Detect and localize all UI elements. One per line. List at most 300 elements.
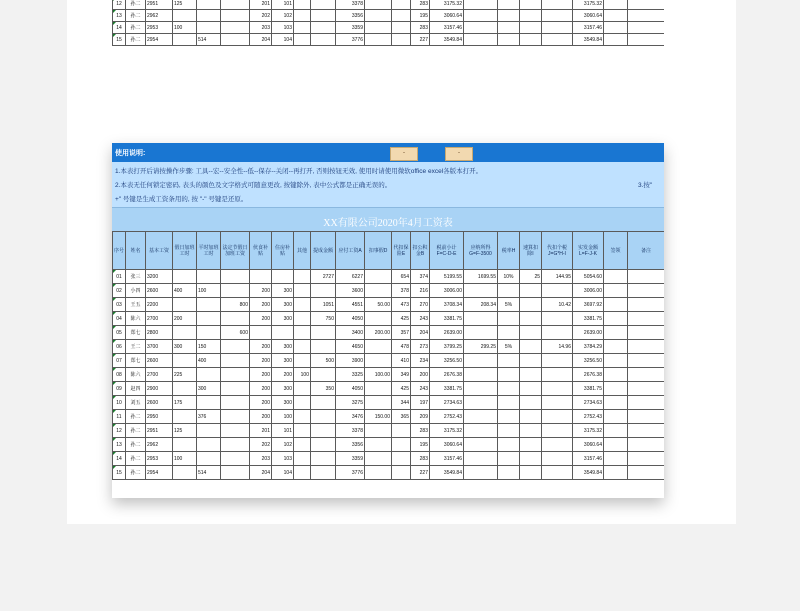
table-cell[interactable]: 03 xyxy=(113,298,126,312)
table-cell[interactable]: 200 xyxy=(250,396,272,410)
table-cell[interactable]: 3175.32 xyxy=(573,0,604,10)
table-cell[interactable]: 3157.46 xyxy=(430,22,464,34)
table-cell[interactable]: 5199.55 xyxy=(430,270,464,284)
table-cell[interactable]: 4050 xyxy=(336,382,365,396)
table-cell[interactable] xyxy=(520,466,542,480)
table-cell[interactable] xyxy=(542,452,573,466)
column-header[interactable]: 税率H xyxy=(498,232,520,270)
table-cell[interactable] xyxy=(464,438,498,452)
table-cell[interactable] xyxy=(604,10,628,22)
table-cell[interactable] xyxy=(628,466,665,480)
table-cell[interactable]: 3476 xyxy=(336,410,365,424)
table-cell[interactable]: 3378 xyxy=(336,424,365,438)
table-cell[interactable]: 孙二 xyxy=(126,424,146,438)
table-cell[interactable] xyxy=(498,326,520,340)
table-cell[interactable] xyxy=(604,326,628,340)
table-cell[interactable]: 2700 xyxy=(146,312,173,326)
table-cell[interactable] xyxy=(520,354,542,368)
table-cell[interactable] xyxy=(604,368,628,382)
table-cell[interactable] xyxy=(173,466,197,480)
table-cell[interactable]: 3275 xyxy=(336,396,365,410)
table-cell[interactable]: 15 xyxy=(113,34,126,46)
table-cell[interactable]: 349 xyxy=(392,368,411,382)
table-cell[interactable]: 2600 xyxy=(146,354,173,368)
table-cell[interactable] xyxy=(464,410,498,424)
table-cell[interactable] xyxy=(221,438,250,452)
table-cell[interactable] xyxy=(173,10,197,22)
column-header[interactable]: 代扣保险E xyxy=(392,232,411,270)
table-cell[interactable]: 3381.75 xyxy=(573,382,604,396)
table-cell[interactable]: 3175.32 xyxy=(430,0,464,10)
table-cell[interactable] xyxy=(294,270,311,284)
table-cell[interactable] xyxy=(542,410,573,424)
table-cell[interactable] xyxy=(365,34,392,46)
column-header[interactable]: 税前小计F=C-D-E xyxy=(430,232,464,270)
table-cell[interactable]: 郑七 xyxy=(126,326,146,340)
table-cell[interactable] xyxy=(464,354,498,368)
table-cell[interactable] xyxy=(628,0,665,10)
table-cell[interactable]: 195 xyxy=(411,10,430,22)
table-cell[interactable] xyxy=(604,438,628,452)
table-cell[interactable] xyxy=(604,410,628,424)
table-cell[interactable]: 6227 xyxy=(336,270,365,284)
table-cell[interactable]: 200 xyxy=(250,298,272,312)
table-cell[interactable]: 3356 xyxy=(336,10,365,22)
table-cell[interactable] xyxy=(498,396,520,410)
table-cell[interactable] xyxy=(311,34,336,46)
table-cell[interactable]: 200 xyxy=(250,382,272,396)
table-cell[interactable]: 243 xyxy=(411,312,430,326)
table-cell[interactable] xyxy=(392,466,411,480)
table-cell[interactable] xyxy=(392,438,411,452)
table-cell[interactable]: 243 xyxy=(411,382,430,396)
table-cell[interactable]: 3175.32 xyxy=(573,424,604,438)
table-cell[interactable]: 350 xyxy=(311,382,336,396)
table-cell[interactable] xyxy=(197,270,221,284)
table-cell[interactable] xyxy=(272,326,294,340)
table-cell[interactable] xyxy=(311,340,336,354)
column-header[interactable]: 提成金额 xyxy=(311,232,336,270)
table-cell[interactable]: 200 xyxy=(411,368,430,382)
table-cell[interactable] xyxy=(542,312,573,326)
table-cell[interactable]: 234 xyxy=(411,354,430,368)
table-cell[interactable] xyxy=(294,298,311,312)
table-cell[interactable]: 2727 xyxy=(311,270,336,284)
table-cell[interactable]: 孙二 xyxy=(126,410,146,424)
table-cell[interactable] xyxy=(311,0,336,10)
table-cell[interactable]: 3784.29 xyxy=(573,340,604,354)
table-cell[interactable] xyxy=(604,284,628,298)
table-cell[interactable] xyxy=(464,396,498,410)
table-cell[interactable]: 4551 xyxy=(336,298,365,312)
table-cell[interactable]: 刘五 xyxy=(126,396,146,410)
table-cell[interactable]: 2700 xyxy=(146,368,173,382)
table-cell[interactable]: 3381.75 xyxy=(430,382,464,396)
table-cell[interactable]: 3359 xyxy=(336,452,365,466)
table-cell[interactable] xyxy=(294,452,311,466)
table-cell[interactable] xyxy=(498,424,520,438)
table-cell[interactable] xyxy=(498,452,520,466)
table-cell[interactable] xyxy=(604,340,628,354)
table-cell[interactable] xyxy=(221,368,250,382)
table-cell[interactable] xyxy=(464,10,498,22)
table-cell[interactable]: 2676.38 xyxy=(573,368,604,382)
table-cell[interactable]: 3776 xyxy=(336,466,365,480)
table-cell[interactable]: 50.00 xyxy=(365,298,392,312)
table-cell[interactable] xyxy=(173,410,197,424)
table-cell[interactable]: 100 xyxy=(197,284,221,298)
table-cell[interactable] xyxy=(294,312,311,326)
table-cell[interactable]: 750 xyxy=(311,312,336,326)
table-cell[interactable] xyxy=(197,22,221,34)
table-cell[interactable]: 100.00 xyxy=(365,368,392,382)
table-cell[interactable]: 2734.63 xyxy=(430,396,464,410)
table-cell[interactable] xyxy=(173,354,197,368)
table-cell[interactable] xyxy=(365,0,392,10)
table-cell[interactable]: 400 xyxy=(197,354,221,368)
table-cell[interactable] xyxy=(520,10,542,22)
table-cell[interactable]: 400 xyxy=(173,284,197,298)
table-cell[interactable]: 赵四 xyxy=(126,382,146,396)
table-cell[interactable]: 300 xyxy=(272,396,294,410)
table-cell[interactable] xyxy=(520,424,542,438)
table-cell[interactable]: 2639.00 xyxy=(430,326,464,340)
table-cell[interactable] xyxy=(464,382,498,396)
table-cell[interactable]: 11 xyxy=(113,410,126,424)
table-cell[interactable] xyxy=(311,326,336,340)
table-cell[interactable]: 203 xyxy=(250,452,272,466)
table-cell[interactable] xyxy=(628,438,665,452)
table-cell[interactable]: 2951 xyxy=(146,0,173,10)
table-cell[interactable] xyxy=(628,452,665,466)
table-cell[interactable] xyxy=(498,284,520,298)
table-cell[interactable] xyxy=(628,298,665,312)
table-cell[interactable] xyxy=(197,298,221,312)
table-cell[interactable] xyxy=(628,382,665,396)
table-cell[interactable]: 3060.64 xyxy=(573,438,604,452)
table-cell[interactable] xyxy=(520,438,542,452)
table-cell[interactable] xyxy=(365,424,392,438)
table-cell[interactable] xyxy=(250,326,272,340)
table-cell[interactable]: 05 xyxy=(113,326,126,340)
table-cell[interactable] xyxy=(464,284,498,298)
table-cell[interactable]: 200 xyxy=(250,354,272,368)
table-cell[interactable] xyxy=(221,270,250,284)
table-cell[interactable]: 2954 xyxy=(146,34,173,46)
table-cell[interactable]: 张三 xyxy=(126,270,146,284)
table-cell[interactable] xyxy=(365,340,392,354)
table-cell[interactable]: 104 xyxy=(272,466,294,480)
table-cell[interactable] xyxy=(628,354,665,368)
table-cell[interactable]: 376 xyxy=(197,410,221,424)
table-cell[interactable]: 2752.43 xyxy=(573,410,604,424)
table-cell[interactable] xyxy=(221,284,250,298)
table-cell[interactable] xyxy=(197,424,221,438)
table-cell[interactable] xyxy=(221,340,250,354)
table-cell[interactable]: 150.00 xyxy=(365,410,392,424)
table-cell[interactable]: 10 xyxy=(113,396,126,410)
table-cell[interactable]: 3060.64 xyxy=(573,10,604,22)
table-cell[interactable]: 3549.84 xyxy=(573,466,604,480)
table-cell[interactable]: 3006.00 xyxy=(430,284,464,298)
table-cell[interactable]: 2600 xyxy=(146,396,173,410)
table-cell[interactable]: 478 xyxy=(392,340,411,354)
table-cell[interactable] xyxy=(173,382,197,396)
table-cell[interactable] xyxy=(365,10,392,22)
table-cell[interactable]: 175 xyxy=(173,396,197,410)
table-cell[interactable]: 600 xyxy=(221,326,250,340)
table-cell[interactable] xyxy=(628,396,665,410)
table-cell[interactable]: 陈六 xyxy=(126,312,146,326)
table-cell[interactable]: 102 xyxy=(272,10,294,22)
table-cell[interactable] xyxy=(365,284,392,298)
table-cell[interactable] xyxy=(365,466,392,480)
table-cell[interactable] xyxy=(294,396,311,410)
table-cell[interactable]: 514 xyxy=(197,34,221,46)
table-cell[interactable]: 473 xyxy=(392,298,411,312)
table-cell[interactable] xyxy=(498,466,520,480)
table-cell[interactable]: 3900 xyxy=(336,354,365,368)
table-cell[interactable]: 270 xyxy=(411,298,430,312)
table-cell[interactable]: 3175.32 xyxy=(430,424,464,438)
table-cell[interactable] xyxy=(498,438,520,452)
table-cell[interactable]: 150 xyxy=(197,340,221,354)
table-cell[interactable]: 200 xyxy=(250,410,272,424)
table-cell[interactable]: 300 xyxy=(272,312,294,326)
table-cell[interactable]: 3157.46 xyxy=(430,452,464,466)
table-cell[interactable]: 102 xyxy=(272,438,294,452)
table-cell[interactable] xyxy=(392,34,411,46)
table-cell[interactable]: 2950 xyxy=(146,410,173,424)
table-cell[interactable]: 3799.25 xyxy=(430,340,464,354)
table-cell[interactable] xyxy=(464,466,498,480)
table-cell[interactable]: 378 xyxy=(392,284,411,298)
column-header[interactable]: 速算扣除I xyxy=(520,232,542,270)
table-cell[interactable]: 2962 xyxy=(146,438,173,452)
table-cell[interactable] xyxy=(221,354,250,368)
column-header[interactable]: 其他 xyxy=(294,232,311,270)
table-cell[interactable]: 300 xyxy=(272,382,294,396)
table-cell[interactable]: 300 xyxy=(272,298,294,312)
table-cell[interactable] xyxy=(520,34,542,46)
table-cell[interactable] xyxy=(498,354,520,368)
table-cell[interactable]: 103 xyxy=(272,452,294,466)
table-cell[interactable]: 200 xyxy=(250,312,272,326)
table-cell[interactable]: 3700 xyxy=(146,340,173,354)
column-header[interactable]: 伙食补贴 xyxy=(250,232,272,270)
table-cell[interactable]: 3060.64 xyxy=(430,438,464,452)
table-cell[interactable]: 王二 xyxy=(126,340,146,354)
table-cell[interactable] xyxy=(604,452,628,466)
table-cell[interactable]: 3325 xyxy=(336,368,365,382)
table-cell[interactable] xyxy=(221,0,250,10)
table-cell[interactable] xyxy=(520,452,542,466)
table-cell[interactable] xyxy=(498,312,520,326)
table-cell[interactable] xyxy=(221,424,250,438)
table-cell[interactable] xyxy=(197,368,221,382)
table-cell[interactable] xyxy=(520,340,542,354)
table-cell[interactable]: 3708.34 xyxy=(430,298,464,312)
table-cell[interactable]: 514 xyxy=(197,466,221,480)
table-cell[interactable] xyxy=(197,10,221,22)
column-header[interactable]: 代扣个税J=G*H-I xyxy=(542,232,573,270)
table-cell[interactable]: 374 xyxy=(411,270,430,284)
column-header[interactable]: 扣事假D xyxy=(365,232,392,270)
table-cell[interactable]: 01 xyxy=(113,270,126,284)
table-cell[interactable]: 101 xyxy=(272,0,294,10)
table-cell[interactable] xyxy=(197,438,221,452)
table-cell[interactable] xyxy=(542,284,573,298)
table-cell[interactable] xyxy=(311,438,336,452)
table-cell[interactable] xyxy=(221,466,250,480)
table-cell[interactable]: 3381.75 xyxy=(430,312,464,326)
table-cell[interactable]: 100 xyxy=(294,368,311,382)
table-cell[interactable]: 14 xyxy=(113,452,126,466)
table-cell[interactable]: 10% xyxy=(498,270,520,284)
table-cell[interactable] xyxy=(272,270,294,284)
table-cell[interactable]: 09 xyxy=(113,382,126,396)
column-header[interactable]: 实发金额L=F-J-K xyxy=(573,232,604,270)
table-cell[interactable]: 13 xyxy=(113,10,126,22)
table-cell[interactable]: 357 xyxy=(392,326,411,340)
table-cell[interactable]: 800 xyxy=(221,298,250,312)
table-cell[interactable] xyxy=(542,34,573,46)
table-cell[interactable]: 200 xyxy=(250,284,272,298)
table-cell[interactable]: 08 xyxy=(113,368,126,382)
column-header[interactable]: 姓名 xyxy=(126,232,146,270)
table-cell[interactable] xyxy=(628,270,665,284)
table-cell[interactable]: 299.25 xyxy=(464,340,498,354)
table-cell[interactable] xyxy=(294,466,311,480)
table-cell[interactable] xyxy=(542,368,573,382)
table-cell[interactable] xyxy=(604,22,628,34)
table-cell[interactable] xyxy=(464,452,498,466)
table-cell[interactable]: 654 xyxy=(392,270,411,284)
table-cell[interactable]: 200 xyxy=(250,368,272,382)
table-cell[interactable] xyxy=(221,34,250,46)
table-cell[interactable]: 283 xyxy=(411,0,430,10)
table-cell[interactable] xyxy=(520,0,542,10)
table-cell[interactable]: 2676.38 xyxy=(430,368,464,382)
table-cell[interactable]: 283 xyxy=(411,452,430,466)
table-cell[interactable]: 3549.84 xyxy=(430,34,464,46)
table-cell[interactable]: 227 xyxy=(411,34,430,46)
table-cell[interactable] xyxy=(311,284,336,298)
table-cell[interactable] xyxy=(542,382,573,396)
table-cell[interactable]: 3359 xyxy=(336,22,365,34)
table-cell[interactable] xyxy=(221,396,250,410)
table-cell[interactable]: 孙二 xyxy=(126,10,146,22)
table-cell[interactable]: 200.00 xyxy=(365,326,392,340)
table-cell[interactable]: 425 xyxy=(392,382,411,396)
table-cell[interactable]: 3006.00 xyxy=(573,284,604,298)
table-cell[interactable] xyxy=(311,452,336,466)
table-cell[interactable]: 103 xyxy=(272,22,294,34)
table-cell[interactable]: 3256.50 xyxy=(430,354,464,368)
table-cell[interactable] xyxy=(311,368,336,382)
table-cell[interactable] xyxy=(628,326,665,340)
table-cell[interactable] xyxy=(392,22,411,34)
table-cell[interactable]: 2951 xyxy=(146,424,173,438)
table-cell[interactable]: 3200 xyxy=(146,270,173,284)
table-cell[interactable]: 04 xyxy=(113,312,126,326)
table-cell[interactable] xyxy=(628,340,665,354)
table-cell[interactable] xyxy=(311,22,336,34)
restore-button[interactable]: - xyxy=(445,147,473,161)
table-cell[interactable]: 孙二 xyxy=(126,452,146,466)
table-cell[interactable]: 孙二 xyxy=(126,0,146,10)
table-cell[interactable] xyxy=(520,326,542,340)
table-cell[interactable] xyxy=(498,410,520,424)
table-cell[interactable]: 209 xyxy=(411,410,430,424)
table-cell[interactable]: 25 xyxy=(520,270,542,284)
table-cell[interactable]: 300 xyxy=(272,340,294,354)
table-cell[interactable] xyxy=(464,368,498,382)
column-header[interactable]: 应付工资A xyxy=(336,232,365,270)
table-cell[interactable]: 3697.92 xyxy=(573,298,604,312)
table-cell[interactable] xyxy=(604,424,628,438)
table-cell[interactable]: 5% xyxy=(498,298,520,312)
table-cell[interactable] xyxy=(365,382,392,396)
table-cell[interactable]: 2600 xyxy=(146,284,173,298)
table-cell[interactable] xyxy=(365,354,392,368)
table-cell[interactable] xyxy=(628,368,665,382)
table-cell[interactable]: 3256.50 xyxy=(573,354,604,368)
table-cell[interactable] xyxy=(173,270,197,284)
table-cell[interactable]: 14 xyxy=(113,22,126,34)
table-cell[interactable] xyxy=(365,438,392,452)
table-cell[interactable]: 104 xyxy=(272,34,294,46)
table-cell[interactable]: 3157.46 xyxy=(573,452,604,466)
table-cell[interactable] xyxy=(520,22,542,34)
table-cell[interactable] xyxy=(294,340,311,354)
table-cell[interactable] xyxy=(498,0,520,10)
table-cell[interactable] xyxy=(628,410,665,424)
table-cell[interactable]: 孙二 xyxy=(126,22,146,34)
table-cell[interactable] xyxy=(520,312,542,326)
table-cell[interactable]: 2734.63 xyxy=(573,396,604,410)
table-cell[interactable]: 2962 xyxy=(146,10,173,22)
table-cell[interactable] xyxy=(628,424,665,438)
column-header[interactable]: 住房补贴 xyxy=(272,232,294,270)
column-header[interactable]: 签领 xyxy=(604,232,628,270)
table-cell[interactable]: 2639.00 xyxy=(573,326,604,340)
table-cell[interactable]: 225 xyxy=(173,368,197,382)
table-cell[interactable] xyxy=(392,424,411,438)
table-cell[interactable]: 273 xyxy=(411,340,430,354)
table-cell[interactable] xyxy=(628,10,665,22)
table-cell[interactable]: 300 xyxy=(197,382,221,396)
table-cell[interactable]: 100 xyxy=(173,22,197,34)
table-cell[interactable] xyxy=(498,368,520,382)
table-cell[interactable]: 300 xyxy=(173,340,197,354)
table-cell[interactable]: 5% xyxy=(498,340,520,354)
table-cell[interactable] xyxy=(311,396,336,410)
table-cell[interactable] xyxy=(294,354,311,368)
table-cell[interactable] xyxy=(221,452,250,466)
table-cell[interactable] xyxy=(498,22,520,34)
table-cell[interactable] xyxy=(294,34,311,46)
table-cell[interactable] xyxy=(197,0,221,10)
table-cell[interactable]: 283 xyxy=(411,424,430,438)
table-cell[interactable] xyxy=(604,396,628,410)
column-header[interactable]: 基本工资 xyxy=(146,232,173,270)
table-cell[interactable]: 3356 xyxy=(336,438,365,452)
table-cell[interactable]: 144.95 xyxy=(542,270,573,284)
table-cell[interactable]: 2954 xyxy=(146,466,173,480)
table-cell[interactable] xyxy=(520,298,542,312)
table-cell[interactable]: 344 xyxy=(392,396,411,410)
